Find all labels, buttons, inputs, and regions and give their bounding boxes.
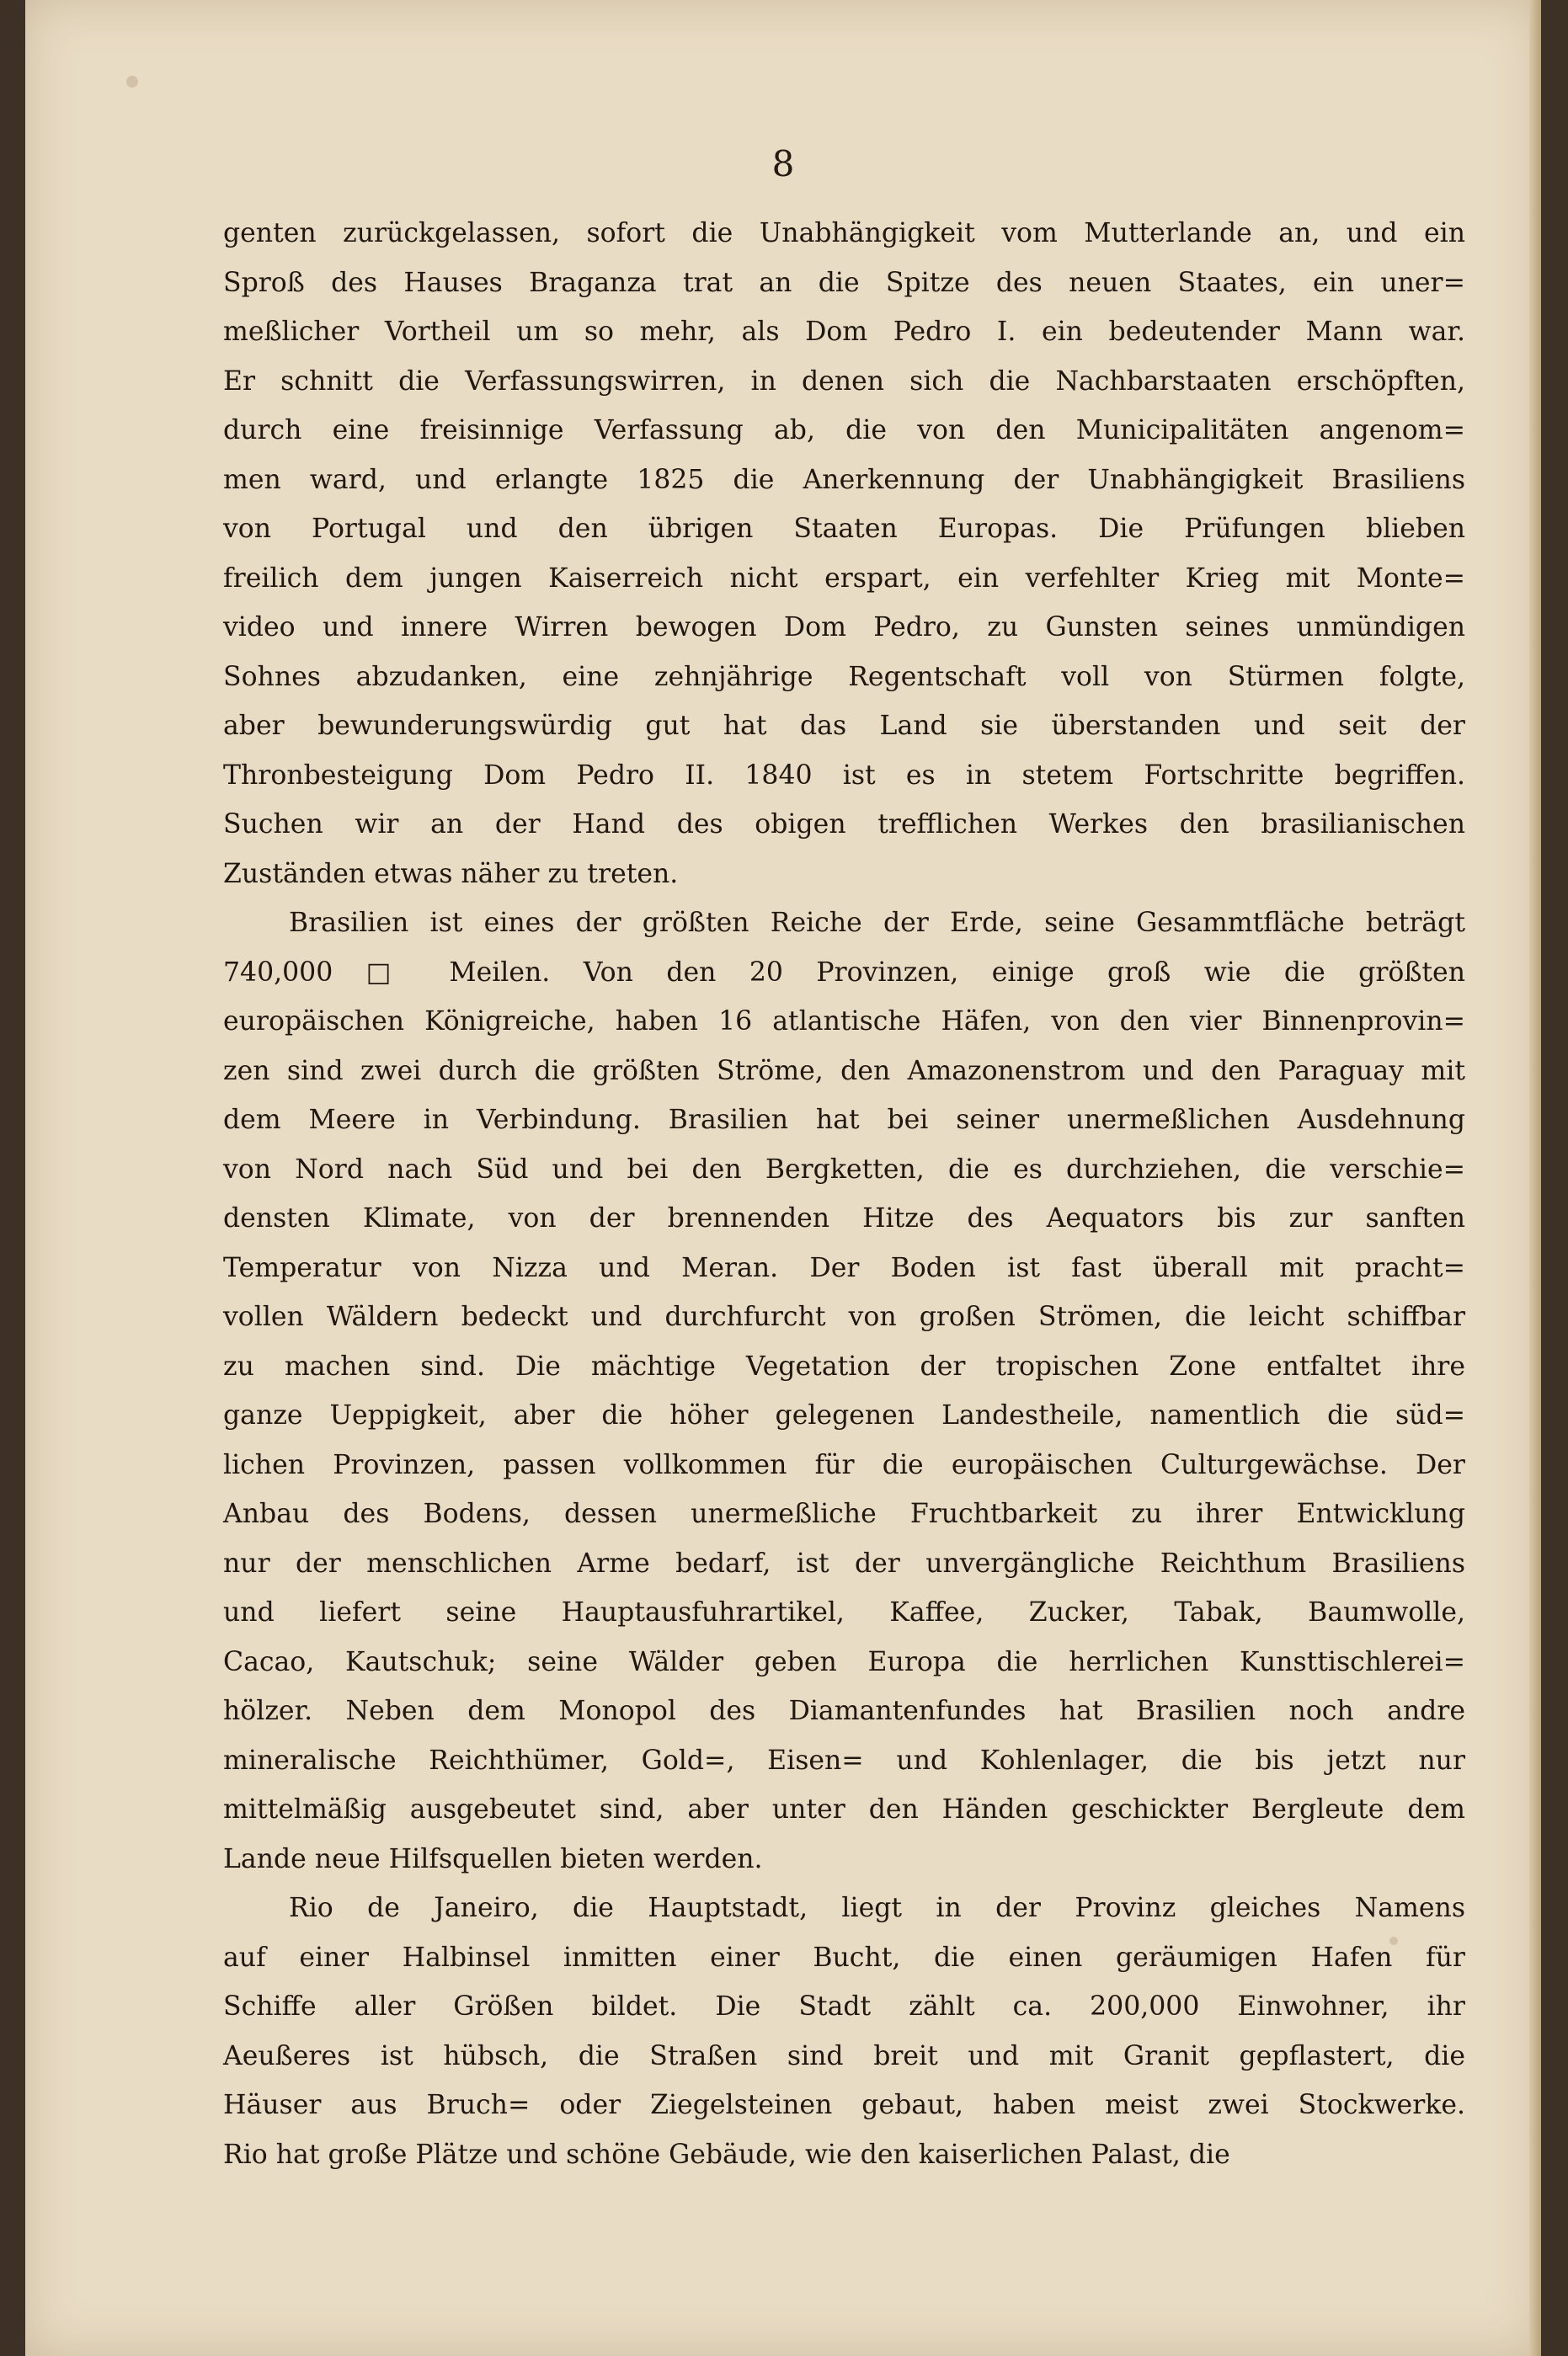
text-line: Rio hat große Plätze und schöne Gebäude, wie den kaiserlichen Palast, die: [223, 2139, 1230, 2170]
text-line: Sohnes abzudanken, eine zehnjährige Regentschaft voll von Stürmen folgte,: [223, 661, 1465, 692]
text-line: Sproß des Hauses Braganza trat an die Spitze des neuen Staates, ein uner=: [223, 267, 1465, 298]
text-line: zen sind zwei durch die größten Ströme, den Amazonenstrom und den Paraguay mit: [223, 1055, 1465, 1086]
text-line: 740,000 □ Meilen. Von den 20 Provinzen, einige groß wie die größten: [223, 957, 1465, 988]
book-page: [25, 0, 1541, 2356]
page-number: 8: [771, 143, 795, 184]
text-line: durch eine freisinnige Verfassung ab, die von den Municipalitäten angenom=: [223, 415, 1465, 445]
text-line: Cacao, Kautschuk; seine Wälder geben Europa die herrlichen Kunsttischlerei=: [223, 1646, 1465, 1677]
text-line: zu machen sind. Die mächtige Vegetation der tropischen Zone entfaltet ihre: [223, 1351, 1465, 1382]
text-line: vollen Wäldern bedeckt und durchfurcht von großen Strömen, die leicht schiffbar: [223, 1302, 1465, 1332]
text-line: hölzer. Neben dem Monopol des Diamantenfundes hat Brasilien noch andre: [223, 1696, 1465, 1726]
text-line: Lande neue Hilfsquellen bieten werden.: [223, 1843, 763, 1874]
page-edge: [1529, 0, 1541, 2356]
text-line: densten Klimate, von der brennenden Hitze des Aequators bis zur sanften: [223, 1203, 1465, 1234]
text-line: Thronbesteigung Dom Pedro II. 1840 ist es in stetem Fortschritte begriffen.: [223, 760, 1465, 791]
text-line: Aeußeres ist hübsch, die Straßen sind breit und mit Granit gepflastert, die: [223, 2040, 1465, 2071]
text-line: meßlicher Vortheil um so mehr, als Dom Pedro I. ein bedeutender Mann war.: [223, 317, 1465, 347]
text-line: von Nord nach Süd und bei den Bergketten, die es durchziehen, die verschie=: [223, 1154, 1465, 1185]
text-line: Rio de Janeiro, die Hauptstadt, liegt in der Provinz gleiches Namens: [289, 1893, 1465, 1923]
text-line: Häuser aus Bruch= oder Ziegelsteinen gebaut, haben meist zwei Stockwerke.: [223, 2090, 1465, 2120]
text-line: auf einer Halbinsel inmitten einer Bucht, die einen geräumigen Hafen für: [223, 1942, 1465, 1973]
text-line: mittelmäßig ausgebeutet sind, aber unter den Händen geschickter Bergleute dem: [223, 1794, 1465, 1825]
text-line: Zuständen etwas näher zu treten.: [223, 858, 679, 889]
text-line: Suchen wir an der Hand des obigen trefflichen Werkes den brasilianischen: [223, 809, 1465, 840]
text-line: und liefert seine Hauptausfuhrartikel, Kaffee, Zucker, Tabak, Baumwolle,: [223, 1597, 1465, 1628]
text-line: freilich dem jungen Kaiserreich nicht erspart, ein verfehlter Krieg mit Monte=: [223, 562, 1465, 594]
text-line: Anbau des Bodens, dessen unermeßliche Fruchtbarkeit zu ihrer Entwicklung: [223, 1499, 1465, 1529]
text-line: genten zurückgelassen, sofort die Unabhängigkeit vom Mutterlande an, und ein: [223, 218, 1465, 248]
text-line: ganze Ueppigkeit, aber die höher gelegenen Landestheile, namentlich die süd=: [223, 1400, 1465, 1431]
text-line: Brasilien ist eines der größten Reiche der Erde, seine Gesammtfläche beträgt: [289, 908, 1465, 938]
text-line: von Portugal und den übrigen Staaten Europas. Die Prüfungen blieben: [223, 514, 1465, 544]
text-line: men ward, und erlangte 1825 die Anerkennung der Unabhängigkeit Brasiliens: [223, 464, 1465, 495]
text-line: europäischen Königreiche, haben 16 atlantische Häfen, von den vier Binnenprovin=: [223, 1006, 1465, 1037]
text-line: video und innere Wirren bewogen Dom Pedro, zu Gunsten seines unmündigen: [223, 612, 1465, 642]
text-line: Er schnitt die Verfassungswirren, in denen sich die Nachbarstaaten erschöpften,: [223, 365, 1465, 397]
text-line: Schiffe aller Größen bildet. Die Stadt zählt ca. 200,000 Einwohner, ihr: [223, 1991, 1465, 2022]
text-line: mineralische Reichthümer, Gold=, Eisen= und Kohlenlager, die bis jetzt nur: [223, 1745, 1465, 1776]
text-line: Temperatur von Nizza und Meran. Der Boden ist fast überall mit pracht=: [223, 1252, 1465, 1283]
paper-stain: [126, 76, 138, 88]
text-line: dem Meere in Verbindung. Brasilien hat bei seiner unermeßlichen Ausdehnung: [223, 1105, 1465, 1135]
text-line: aber bewunderungswürdig gut hat das Land sie überstanden und seit der: [223, 711, 1465, 741]
text-line: nur der menschlichen Arme bedarf, ist der unvergängliche Reichthum Brasiliens: [223, 1548, 1465, 1579]
body-text: [223, 209, 1465, 2179]
text-line: lichen Provinzen, passen vollkommen für die europäischen Culturgewächse. Der: [223, 1449, 1465, 1480]
